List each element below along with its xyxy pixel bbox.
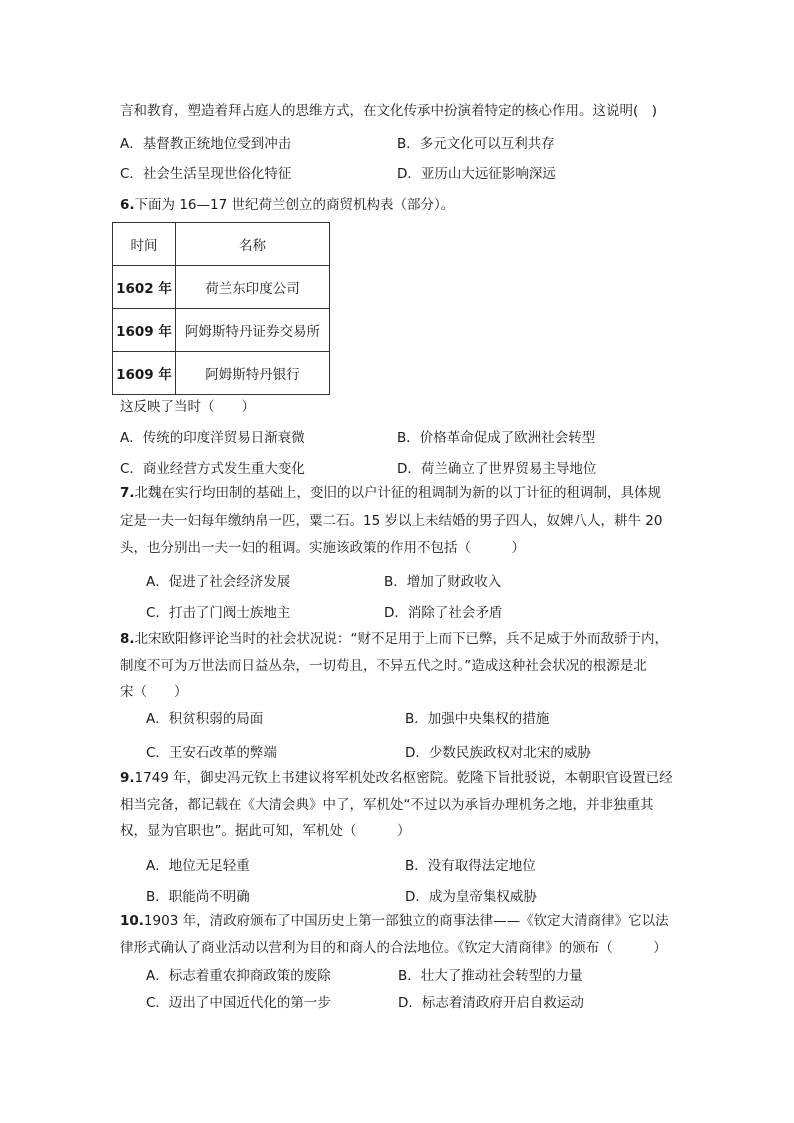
q6-after-table: 这反映了当时（ ） (120, 399, 255, 415)
table-cell-name: 阿姆斯特丹银行 (176, 352, 330, 395)
q7-option-d[interactable]: D．消除了社会矛盾 (384, 605, 503, 621)
q10-number: 10. (120, 913, 144, 929)
q9-stem-line-1 (120, 768, 673, 788)
q5-option-a[interactable]: A．基督教正统地位受到冲击 (120, 136, 292, 152)
q10-option-d[interactable]: D．标志着清政府开启自救运动 (398, 995, 584, 1011)
q6-stem-text: 下面为 16—17 世纪荷兰创立的商贸机构表（部分）。 (134, 197, 455, 213)
q8-text-1: 北宋欧阳修评论当时的社会状况说：“财不足用于上而下已弊，兵不足威于外而敌骄于内， (134, 631, 669, 647)
q7-option-a[interactable]: A．促进了社会经济发展 (146, 574, 291, 590)
table-cell-name: 荷兰东印度公司 (176, 266, 330, 309)
q8-option-c[interactable]: C．王安石改革的弊端 (146, 745, 277, 761)
q5-option-c[interactable]: C．社会生活呈现世俗化特征 (120, 166, 292, 182)
table-cell-year: 1609 年 (113, 309, 176, 352)
q6-trade-table (112, 222, 330, 395)
table-cell-year: 1602 年 (113, 266, 176, 309)
table-header-row (113, 223, 330, 266)
q7-stem-line-3: 头，也分别出一夫一妇的租调。实施该政策的作用不包括（ ） (120, 540, 525, 556)
q7-option-b[interactable]: B．增加了财政收入 (384, 574, 502, 590)
q6-stem (120, 195, 454, 215)
q6-number: 6. (120, 197, 135, 213)
q10-option-b[interactable]: B．壮大了推动社会转型的力量 (398, 968, 583, 984)
question-intro-line: 言和教育，塑造着拜占庭人的思维方式，在文化传承中扮演着特定的核心作用。这说明( ) (120, 103, 658, 119)
q10-stem-line-2: 律形式确认了商业活动以营利为目的和商人的合法地位。《钦定大清商律》的颁布（ ） (120, 940, 667, 956)
q9-option-a[interactable]: A．地位无足轻重 (146, 858, 250, 874)
q10-text-1: 1903 年，清政府颁布了中国历史上第一部独立的商事法律——《钦定大清商律》它以法 (143, 913, 669, 929)
q10-option-a[interactable]: A．标志着重农抑商政策的废除 (146, 968, 331, 984)
q9-option-d[interactable]: D．成为皇帝集权威胁 (405, 889, 537, 905)
q9-text-1: 1749 年，御史冯元钦上书建议将军机处改名枢密院。乾隆下旨批驳说，本朝职官设置已经 (134, 770, 673, 786)
q5-option-d[interactable]: D．亚历山大远征影响深远 (397, 166, 556, 182)
q6-option-b[interactable]: B．价格革命促成了欧洲社会转型 (397, 430, 596, 446)
q9-number: 9. (120, 770, 135, 786)
q8-option-d[interactable]: D．少数民族政权对北宋的威胁 (405, 745, 591, 761)
q8-option-b[interactable]: B．加强中央集权的措施 (405, 711, 550, 727)
q7-stem-line-1 (120, 483, 661, 503)
q8-number: 8. (120, 631, 135, 647)
table-cell-name: 阿姆斯特丹证券交易所 (176, 309, 330, 352)
table-row (113, 309, 330, 352)
q8-stem-line-1 (120, 629, 668, 649)
table-cell-year: 1609 年 (113, 352, 176, 395)
q6-option-c[interactable]: C．商业经营方式发生重大变化 (120, 461, 305, 477)
q5-option-b[interactable]: B．多元文化可以互利共存 (397, 136, 555, 152)
q10-stem-line-1 (120, 911, 669, 931)
q8-stem-line-3: 宋（ ） (120, 684, 188, 700)
q10-option-c[interactable]: C．迈出了中国近代化的第一步 (146, 995, 331, 1011)
q7-option-c[interactable]: C．打击了门阀士族地主 (146, 605, 291, 621)
table-header-time: 时间 (113, 223, 176, 266)
q7-stem-line-2: 定是一夫一妇每年缴纳帛一匹，粟二石。15 岁以上未结婚的男子四人，奴婢八人，耕牛 20 (120, 513, 663, 529)
table-row (113, 266, 330, 309)
q9-stem-line-3: 权，显为官职也”。据此可知，军机处（ ） (120, 823, 411, 839)
q9-option-c[interactable]: B．职能尚不明确 (146, 889, 250, 905)
q6-option-a[interactable]: A．传统的印度洋贸易日渐衰微 (120, 430, 305, 446)
q8-option-a[interactable]: A．积贫积弱的局面 (146, 711, 264, 727)
q9-stem-line-2: 相当完备，都记载在《大清会典》中了，军机处“不过以为承旨办理机务之地，并非独重其 (120, 797, 654, 813)
table-header-name: 名称 (176, 223, 330, 266)
table-row (113, 352, 330, 395)
q8-stem-line-2: 制度不可为万世法而日益丛杂，一切苟且，不异五代之时。”造成这种社会状况的根源是北 (120, 658, 647, 674)
q6-option-d[interactable]: D．荷兰确立了世界贸易主导地位 (397, 461, 597, 477)
q7-text-1: 北魏在实行均田制的基础上，变旧的以户计征的租调制为新的以丁计征的租调制，具体规 (134, 485, 662, 501)
q9-option-b[interactable]: B．没有取得法定地位 (405, 858, 536, 874)
q7-number: 7. (120, 485, 135, 501)
